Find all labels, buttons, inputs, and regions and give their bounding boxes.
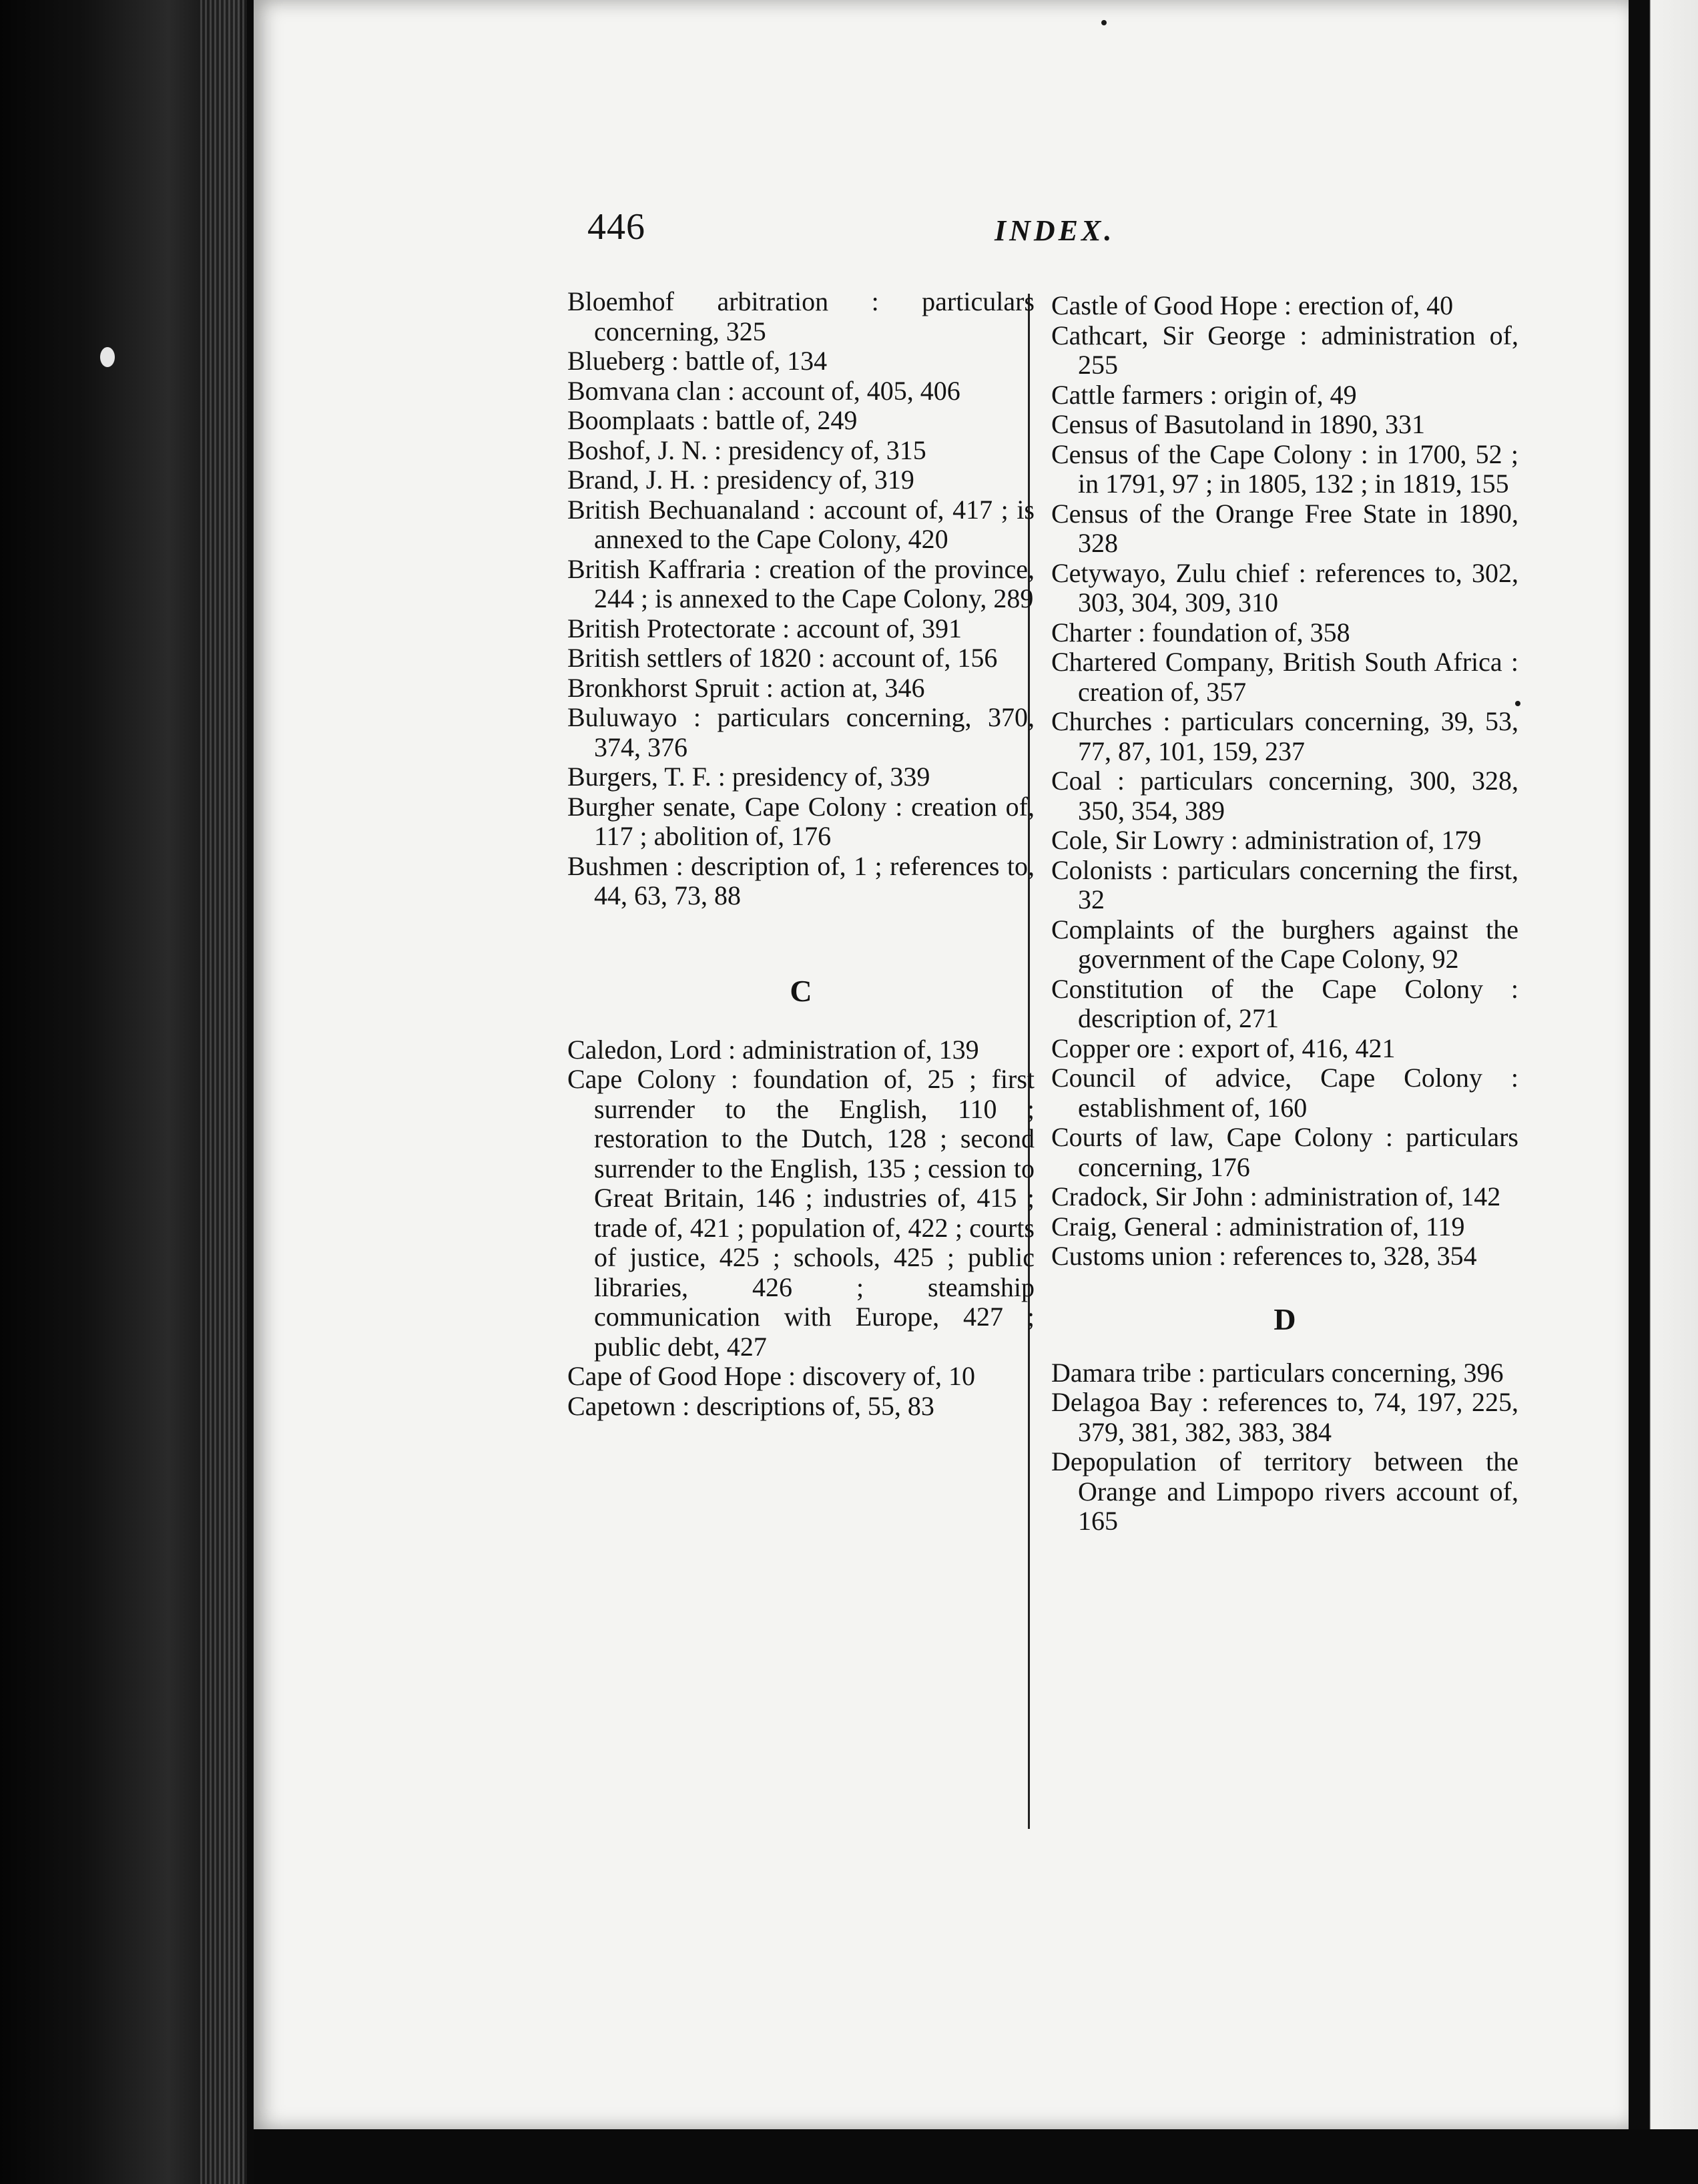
section-letter-c: C <box>790 973 812 1008</box>
index-entry: British Bechuanaland : account of, 417 ; is annexed to the Cape Colony, 420 <box>567 494 1035 554</box>
index-entry: Cape Colony : foundation of, 25 ; first surrender to the English, 110 ; restoration to the Dutch, 128 ; second surrender to the English, 135 ; cession to Great Britain, 146 ; industries of, 415 ; trade of, 421 ; population of, 422 ; courts of justice, 425 ; schools, 425 ; public libraries, 426 ; steamship communication with Europe, 427 ; public debt, 427 <box>567 1064 1035 1362</box>
index-entry: British Protectorate : account of, 391 <box>567 613 962 643</box>
index-entry: Census of the Cape Colony : in 1700, 52 ; in 1791, 97 ; in 1805, 132 ; in 1819, 155 <box>1051 439 1518 499</box>
index-entry: Burgher senate, Cape Colony : creation of, 117 ; abolition of, 176 <box>567 791 1035 851</box>
index-entry: Boomplaats : battle of, 249 <box>567 405 858 435</box>
index-entry: Depopulation of territory between the Orange and Limpopo rivers account of, 165 <box>1051 1446 1518 1536</box>
index-entry: Bloemhof arbitration : particulars concerning, 325 <box>567 286 1035 346</box>
index-entry: Cetywayo, Zulu chief : references to, 302, 303, 304, 309, 310 <box>1051 557 1518 617</box>
scan-border <box>254 2129 1698 2184</box>
index-entry: Castle of Good Hope : erection of, 40 <box>1051 290 1454 320</box>
index-entry: Buluwayo : particulars concerning, 370, 374, 376 <box>567 702 1035 762</box>
index-entry: Blueberg : battle of, 134 <box>567 346 828 376</box>
index-entry: Caledon, Lord : administration of, 139 <box>567 1034 979 1065</box>
index-entry: Craig, General : administration of, 119 <box>1051 1211 1465 1242</box>
index-entry: Copper ore : export of, 416, 421 <box>1051 1033 1396 1063</box>
index-entry: Council of advice, Cape Colony : establishment of, 160 <box>1051 1063 1518 1123</box>
index-entry: Boshof, J. N. : presidency of, 315 <box>567 435 926 465</box>
ink-speck <box>100 347 115 367</box>
index-entry: Damara tribe : particulars concerning, 396 <box>1051 1357 1504 1388</box>
index-entry: Charter : foundation of, 358 <box>1051 617 1350 647</box>
index-entry: British Kaffraria : creation of the province, 244 ; is annexed to the Cape Colony, 289 <box>567 553 1035 613</box>
index-entry: Brand, J. H. : presidency of, 319 <box>567 465 914 495</box>
index-entry: Cattle farmers : origin of, 49 <box>1051 379 1357 410</box>
index-entry: Bushmen : description of, 1 ; references to, 44, 63, 73, 88 <box>567 850 1035 910</box>
index-column-left <box>567 287 1035 1421</box>
index-entry: Cathcart, Sir George : administration of, 255 <box>1051 320 1518 380</box>
index-entry: Courts of law, Cape Colony : particulars concerning, 176 <box>1051 1122 1518 1182</box>
index-entry: Chartered Company, British South Africa : creation of, 357 <box>1051 647 1518 707</box>
index-entry: Constitution of the Cape Colony : description of, 271 <box>1051 973 1518 1033</box>
index-entry: Delagoa Bay : references to, 74, 197, 225, 379, 381, 382, 383, 384 <box>1051 1387 1518 1447</box>
index-entry: Colonists : particulars concerning the first, 32 <box>1051 854 1518 914</box>
index-column-right <box>1051 291 1518 1537</box>
page-edges <box>200 0 247 2184</box>
index-entry: Cradock, Sir John : administration of, 142 <box>1051 1181 1501 1211</box>
facing-page-edge <box>1629 0 1698 2184</box>
index-entry: Customs union : references to, 328, 354 <box>1051 1241 1477 1271</box>
index-entry: Bronkhorst Spruit : action at, 346 <box>567 672 925 703</box>
index-entry: Cape of Good Hope : discovery of, 10 <box>567 1361 975 1391</box>
index-entry: Coal : particulars concerning, 300, 328, 350, 354, 389 <box>1051 766 1518 826</box>
index-entry: Census of Basutoland in 1890, 331 <box>1051 409 1425 439</box>
index-entry: Census of the Orange Free State in 1890, 328 <box>1051 498 1518 558</box>
index-entry: Bomvana clan : account of, 405, 406 <box>567 375 960 406</box>
page-title: INDEX. <box>995 214 1115 247</box>
index-entry: Burgers, T. F. : presidency of, 339 <box>567 762 930 792</box>
section-letter-d: D <box>1274 1302 1296 1336</box>
page-number: 446 <box>587 206 645 248</box>
index-entry: Cole, Sir Lowry : administration of, 179 <box>1051 825 1482 855</box>
index-entry: Capetown : descriptions of, 55, 83 <box>567 1390 934 1421</box>
index-entry: Churches : particulars concerning, 39, 53, 77, 87, 101, 159, 237 <box>1051 706 1518 766</box>
index-entry: Complaints of the burghers against the government of the Cape Colony, 92 <box>1051 914 1518 974</box>
ink-speck <box>1101 20 1107 25</box>
index-entry: British settlers of 1820 : account of, 156 <box>567 643 998 673</box>
